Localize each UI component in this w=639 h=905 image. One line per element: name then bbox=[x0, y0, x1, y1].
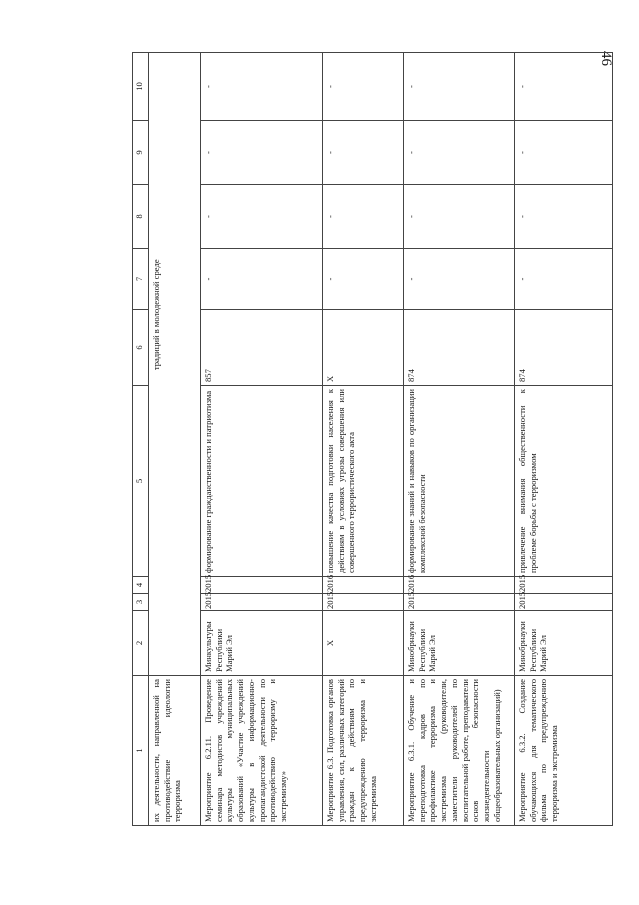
code-cell: 874 bbox=[515, 310, 613, 386]
start-year-cell: 2015 bbox=[404, 594, 515, 611]
start-year-cell: 2015 bbox=[323, 594, 404, 611]
value-cell: - bbox=[515, 185, 613, 249]
value-cell: - bbox=[323, 53, 404, 121]
column-number: 5 bbox=[133, 386, 149, 577]
value-cell: - bbox=[201, 249, 323, 310]
column-number-header-row bbox=[133, 53, 149, 826]
value-cell: - bbox=[515, 121, 613, 185]
end-year-cell: 2016 bbox=[404, 577, 515, 594]
column-number: 1 bbox=[133, 676, 149, 826]
executor-cell: Минобрнауки Республики Марий Эл bbox=[404, 611, 515, 676]
value-cell: - bbox=[323, 185, 404, 249]
program-measures-table bbox=[132, 52, 613, 826]
table-row bbox=[515, 53, 613, 826]
value-cell: - bbox=[201, 185, 323, 249]
measure-name-cell: Мероприятие 6.3.2. Создание обучающихся для тематического фильма по предупреждению терроризма и экстремизма bbox=[515, 676, 613, 826]
column-number: 3 bbox=[133, 594, 149, 611]
value-cell: - bbox=[323, 249, 404, 310]
table-row bbox=[323, 53, 404, 826]
column-number: 9 bbox=[133, 121, 149, 185]
column-number: 10 bbox=[133, 53, 149, 121]
end-year-cell: 2016 bbox=[323, 577, 404, 594]
start-year-cell: 2015 bbox=[515, 594, 613, 611]
continuation-row bbox=[149, 53, 201, 826]
value-cell: - bbox=[323, 121, 404, 185]
end-year-cell: 2015 bbox=[515, 577, 613, 594]
executor-cell: Минобрнауки Республики Марий Эл bbox=[515, 611, 613, 676]
executor-cell: Х bbox=[323, 611, 404, 676]
value-cell: - bbox=[404, 185, 515, 249]
table-row bbox=[404, 53, 515, 826]
result-continuation-cell: традиций в молодежной среде bbox=[149, 53, 201, 577]
value-cell: - bbox=[404, 249, 515, 310]
empty-cell bbox=[149, 577, 201, 676]
value-cell: - bbox=[404, 121, 515, 185]
expected-result-cell: формирование гражданственности и патриотизма bbox=[201, 386, 323, 577]
code-cell: 857 bbox=[201, 310, 323, 386]
value-cell: - bbox=[404, 53, 515, 121]
end-year-cell: 2015 bbox=[201, 577, 323, 594]
column-number: 4 bbox=[133, 577, 149, 594]
expected-result-cell: привлечение внимания общественности к проблеме борьбы с терроризмом bbox=[515, 386, 613, 577]
value-cell: - bbox=[201, 121, 323, 185]
rotated-table-sheet bbox=[132, 53, 625, 826]
code-cell: Х bbox=[323, 310, 404, 386]
expected-result-cell: повышение качества подготовки населения к действиям в условиях угрозы совершения или совершенного террористического акта bbox=[323, 386, 404, 577]
executor-cell: Минкультуры Республики Марий Эл bbox=[201, 611, 323, 676]
value-cell: - bbox=[515, 53, 613, 121]
code-cell: 874 bbox=[404, 310, 515, 386]
measure-name-cell: Мероприятие 6.3.1. Обучение и переподготовка кадров по профилактике терроризма и экстремизма (руководители, заместители руководителей по воспитательной работе, преподаватели основ безопасности жизнедеятельности общеобразовательных организаций) bbox=[404, 676, 515, 826]
page-number: 46 bbox=[598, 51, 614, 66]
column-number: 7 bbox=[133, 249, 149, 310]
value-cell: - bbox=[515, 249, 613, 310]
expected-result-cell: формирование знаний и навыков по организации комплексной безопасности bbox=[404, 386, 515, 577]
value-cell: - bbox=[201, 53, 323, 121]
column-number: 6 bbox=[133, 310, 149, 386]
measure-name-cell: Мероприятие 6.3. Подготовка органов управления, сил, различных категорий граждан к действиям по предупреждению терроризма и экстремизма bbox=[323, 676, 404, 826]
table-row bbox=[201, 53, 323, 826]
start-year-cell: 2015 bbox=[201, 594, 323, 611]
measure-name-cell: Мероприятие 6.2.11. Проведение семинара методистов учреждений культуры муниципальных образований «Участие учреждений культуры в информационно-пропагандистской деятельности по противодействию терроризму и экстремизму» bbox=[201, 676, 323, 826]
column-number: 8 bbox=[133, 185, 149, 249]
measure-name-cell: их деятельности, направленной на противодействие идеологии терроризма bbox=[149, 676, 201, 826]
column-number: 2 bbox=[133, 611, 149, 676]
